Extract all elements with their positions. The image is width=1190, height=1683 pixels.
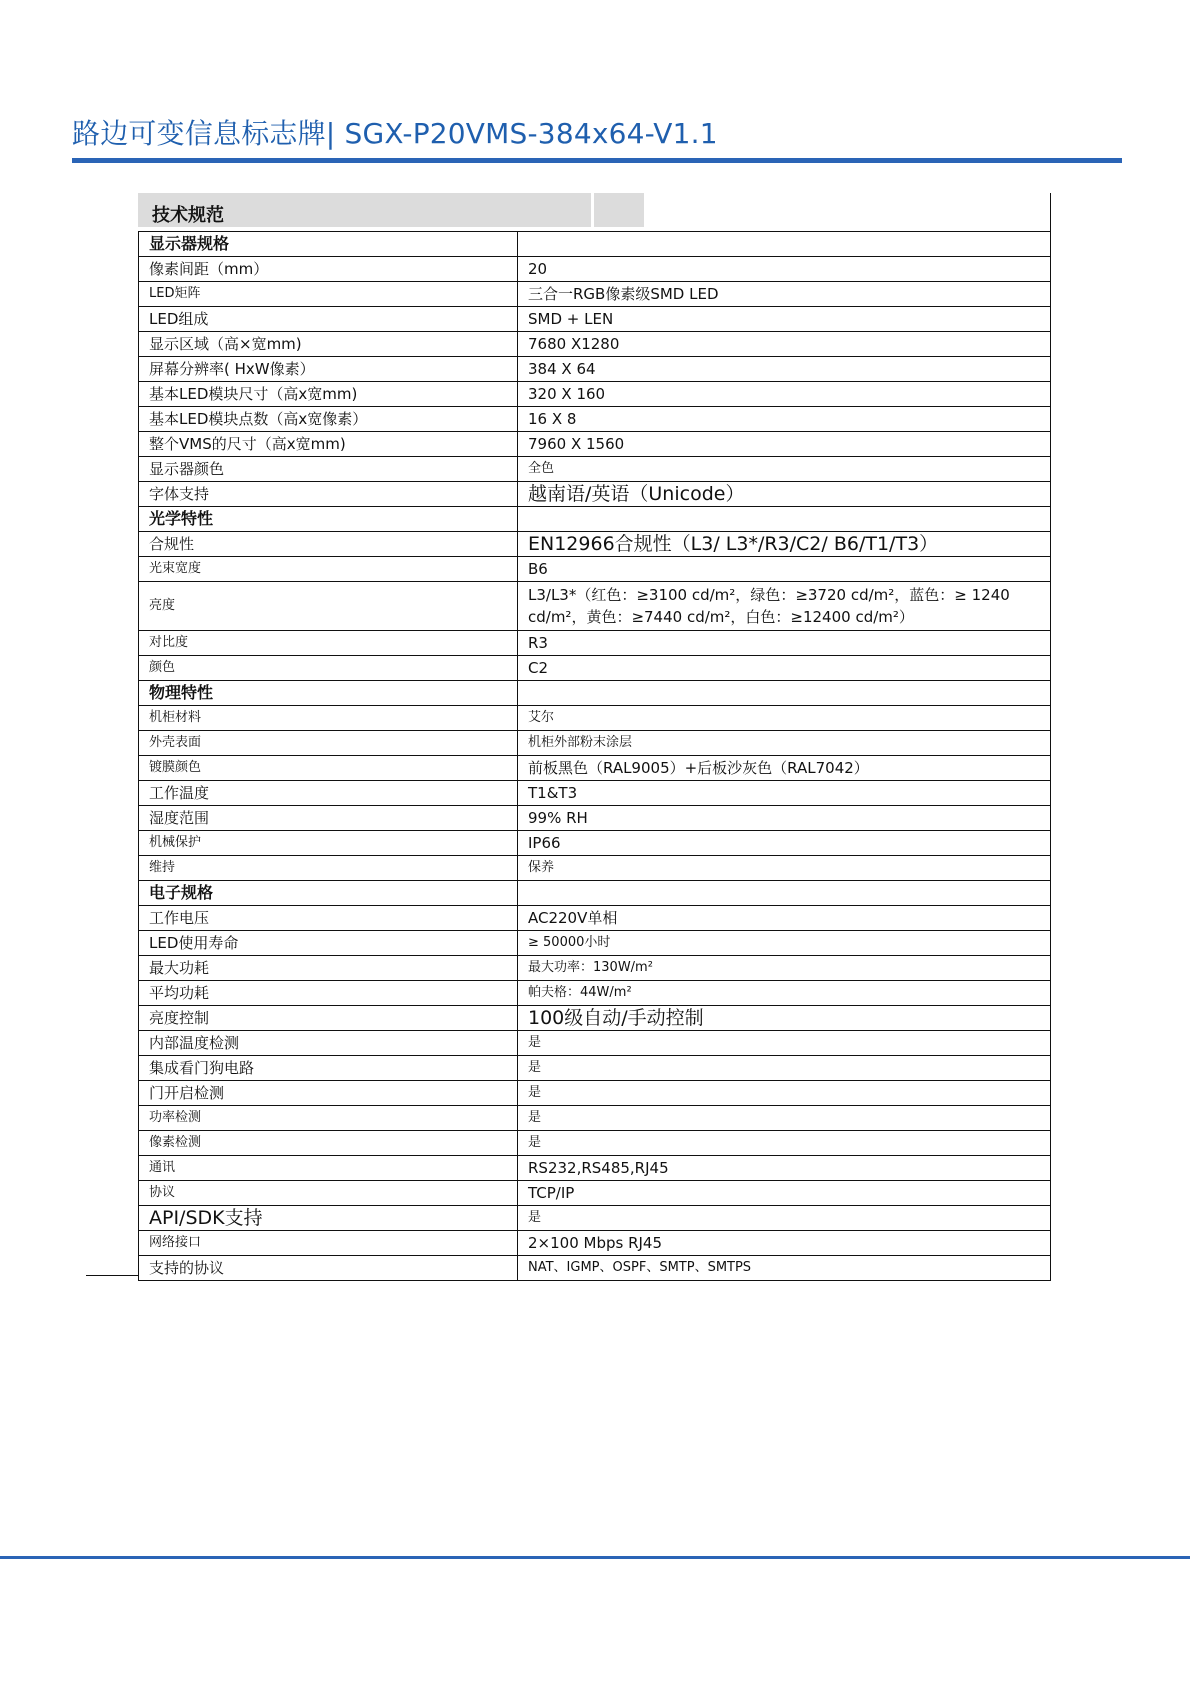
spec-value: SMD + LEN: [518, 307, 1051, 332]
spec-label: 工作温度: [139, 781, 518, 806]
spec-label: 颜色: [139, 656, 518, 681]
spec-label: LED组成: [139, 307, 518, 332]
spec-value: 是: [518, 1206, 1051, 1231]
section-label: 物理特性: [139, 681, 518, 706]
spec-row: [139, 706, 1051, 731]
spec-label: 内部温度检测: [139, 1031, 518, 1056]
spec-label: 湿度范围: [139, 806, 518, 831]
title-underline: [72, 158, 1122, 163]
section-label: 光学特性: [139, 507, 518, 532]
spec-row: [139, 457, 1051, 482]
page-bottom-rule: [0, 1556, 1190, 1559]
spec-label: 字体支持: [139, 482, 518, 507]
spec-row: [139, 532, 1051, 557]
spec-value: 是: [518, 1106, 1051, 1131]
section-row: [139, 681, 1051, 706]
spec-row: [139, 831, 1051, 856]
spec-label: 功率检测: [139, 1106, 518, 1131]
spec-label: 最大功耗: [139, 956, 518, 981]
spec-value: RS232,RS485,RJ45: [518, 1156, 1051, 1181]
spec-label: 像素检测: [139, 1131, 518, 1156]
spec-label: 协议: [139, 1181, 518, 1206]
spec-value: IP66: [518, 831, 1051, 856]
spec-value: 是: [518, 1031, 1051, 1056]
spec-value: 是: [518, 1131, 1051, 1156]
section-label: 显示器规格: [139, 232, 518, 257]
spec-label: 亮度: [139, 582, 518, 631]
spec-row: [139, 1156, 1051, 1181]
document-title: 路边可变信息标志牌| SGX-P20VMS-384x64-V1.1: [72, 117, 718, 150]
spec-row: [139, 582, 1051, 631]
spec-value: L3/L3*（红色：≥3100 cd/m²，绿色：≥3720 cd/m²，蓝色：≥ 1240 cd/m²，黄色：≥7440 cd/m²，白色：≥12400 cd/m²）: [518, 582, 1051, 631]
spec-label: LED使用寿命: [139, 931, 518, 956]
spec-row: [139, 332, 1051, 357]
spec-label: 维持: [139, 856, 518, 881]
spec-row: [139, 1081, 1051, 1106]
spec-label: 镀膜颜色: [139, 756, 518, 781]
spec-value: 320 X 160: [518, 382, 1051, 407]
spec-label: 对比度: [139, 631, 518, 656]
spec-row: [139, 756, 1051, 781]
spec-value: 7960 X 1560: [518, 432, 1051, 457]
spec-label: 机柜材料: [139, 706, 518, 731]
spec-label: 整个VMS的尺寸（高x宽mm): [139, 432, 518, 457]
spec-value: AC220V单相: [518, 906, 1051, 931]
spec-value: 三合一RGB像素级SMD LED: [518, 282, 1051, 307]
spec-row: [139, 956, 1051, 981]
spec-row: [139, 482, 1051, 507]
spec-label: 工作电压: [139, 906, 518, 931]
spec-row: [139, 432, 1051, 457]
spec-row: [139, 1131, 1051, 1156]
spec-row: [139, 931, 1051, 956]
spec-label: 合规性: [139, 532, 518, 557]
spec-row: [139, 257, 1051, 282]
spec-row: [139, 557, 1051, 582]
spec-row: [139, 1056, 1051, 1081]
spec-label: LED矩阵: [139, 282, 518, 307]
spec-value: ≥ 50000小时: [518, 931, 1051, 956]
spec-value: 全色: [518, 457, 1051, 482]
spec-row: [139, 631, 1051, 656]
spec-heading-block: [591, 193, 644, 227]
spec-label: 平均功耗: [139, 981, 518, 1006]
spec-row: [139, 382, 1051, 407]
spec-row: [139, 407, 1051, 432]
section-label: 电子规格: [139, 881, 518, 906]
spec-row: [139, 856, 1051, 881]
spec-label: 亮度控制: [139, 1006, 518, 1031]
section-row: [139, 232, 1051, 257]
spec-table-border: [1050, 193, 1051, 231]
spec-row: [139, 1181, 1051, 1206]
spec-row: [139, 1106, 1051, 1131]
spec-value: 机柜外部粉末涂层: [518, 731, 1051, 756]
spec-heading: 技术规范: [152, 205, 224, 226]
spec-label: 门开启检测: [139, 1081, 518, 1106]
spec-row: [139, 1006, 1051, 1031]
spec-table: [138, 231, 1051, 1281]
spec-value: 艾尔: [518, 706, 1051, 731]
spec-row: [139, 357, 1051, 382]
spec-value: TCP/IP: [518, 1181, 1051, 1206]
spec-value: NAT、IGMP、OSPF、SMTP、SMTPS: [518, 1256, 1051, 1281]
table-foot-rule: [86, 1275, 139, 1276]
spec-row: [139, 1231, 1051, 1256]
section-row: [139, 881, 1051, 906]
spec-label: 集成看门狗电路: [139, 1056, 518, 1081]
spec-label: 屏幕分辨率( HxW像素）: [139, 357, 518, 382]
spec-value: 7680 X1280: [518, 332, 1051, 357]
spec-row: [139, 781, 1051, 806]
section-row: [139, 507, 1051, 532]
spec-label: 机械保护: [139, 831, 518, 856]
spec-value: [518, 507, 1051, 532]
spec-value: 100级自动/手动控制: [518, 1006, 1051, 1031]
spec-value: [518, 681, 1051, 706]
spec-row: [139, 981, 1051, 1006]
spec-value: 越南语/英语（Unicode）: [518, 482, 1051, 507]
spec-value: 99% RH: [518, 806, 1051, 831]
spec-value: 是: [518, 1056, 1051, 1081]
spec-label: 像素间距（mm）: [139, 257, 518, 282]
spec-label: 支持的协议: [139, 1256, 518, 1281]
spec-value: 20: [518, 257, 1051, 282]
spec-label: 基本LED模块点数（高x宽像素）: [139, 407, 518, 432]
spec-value: C2: [518, 656, 1051, 681]
spec-value: 384 X 64: [518, 357, 1051, 382]
spec-value: T1&T3: [518, 781, 1051, 806]
spec-value: 前板黑色（RAL9005）+后板沙灰色（RAL7042）: [518, 756, 1051, 781]
spec-value: 2×100 Mbps RJ45: [518, 1231, 1051, 1256]
spec-label: 显示区域（高×宽mm): [139, 332, 518, 357]
spec-value: [518, 881, 1051, 906]
spec-value: R3: [518, 631, 1051, 656]
spec-row: [139, 906, 1051, 931]
spec-value: 是: [518, 1081, 1051, 1106]
spec-label: 基本LED模块尺寸（高x宽mm): [139, 382, 518, 407]
spec-label: 网络接口: [139, 1231, 518, 1256]
spec-row: [139, 1206, 1051, 1231]
spec-label: 通讯: [139, 1156, 518, 1181]
spec-value: 16 X 8: [518, 407, 1051, 432]
spec-label: 显示器颜色: [139, 457, 518, 482]
spec-row: [139, 806, 1051, 831]
spec-row: [139, 1256, 1051, 1281]
spec-value: B6: [518, 557, 1051, 582]
spec-value: EN12966合规性（L3/ L3*/R3/C2/ B6/T1/T3）: [518, 532, 1051, 557]
spec-row: [139, 282, 1051, 307]
spec-row: [139, 656, 1051, 681]
spec-value: 保养: [518, 856, 1051, 881]
spec-label: 光束宽度: [139, 557, 518, 582]
spec-value: 最大功率：130W/m²: [518, 956, 1051, 981]
spec-row: [139, 731, 1051, 756]
spec-row: [139, 1031, 1051, 1056]
spec-label: 外壳表面: [139, 731, 518, 756]
spec-heading-bar: [138, 193, 641, 227]
spec-value: 帕夫格：44W/m²: [518, 981, 1051, 1006]
spec-label: API/SDK支持: [139, 1206, 518, 1231]
spec-value: [518, 232, 1051, 257]
spec-row: [139, 307, 1051, 332]
